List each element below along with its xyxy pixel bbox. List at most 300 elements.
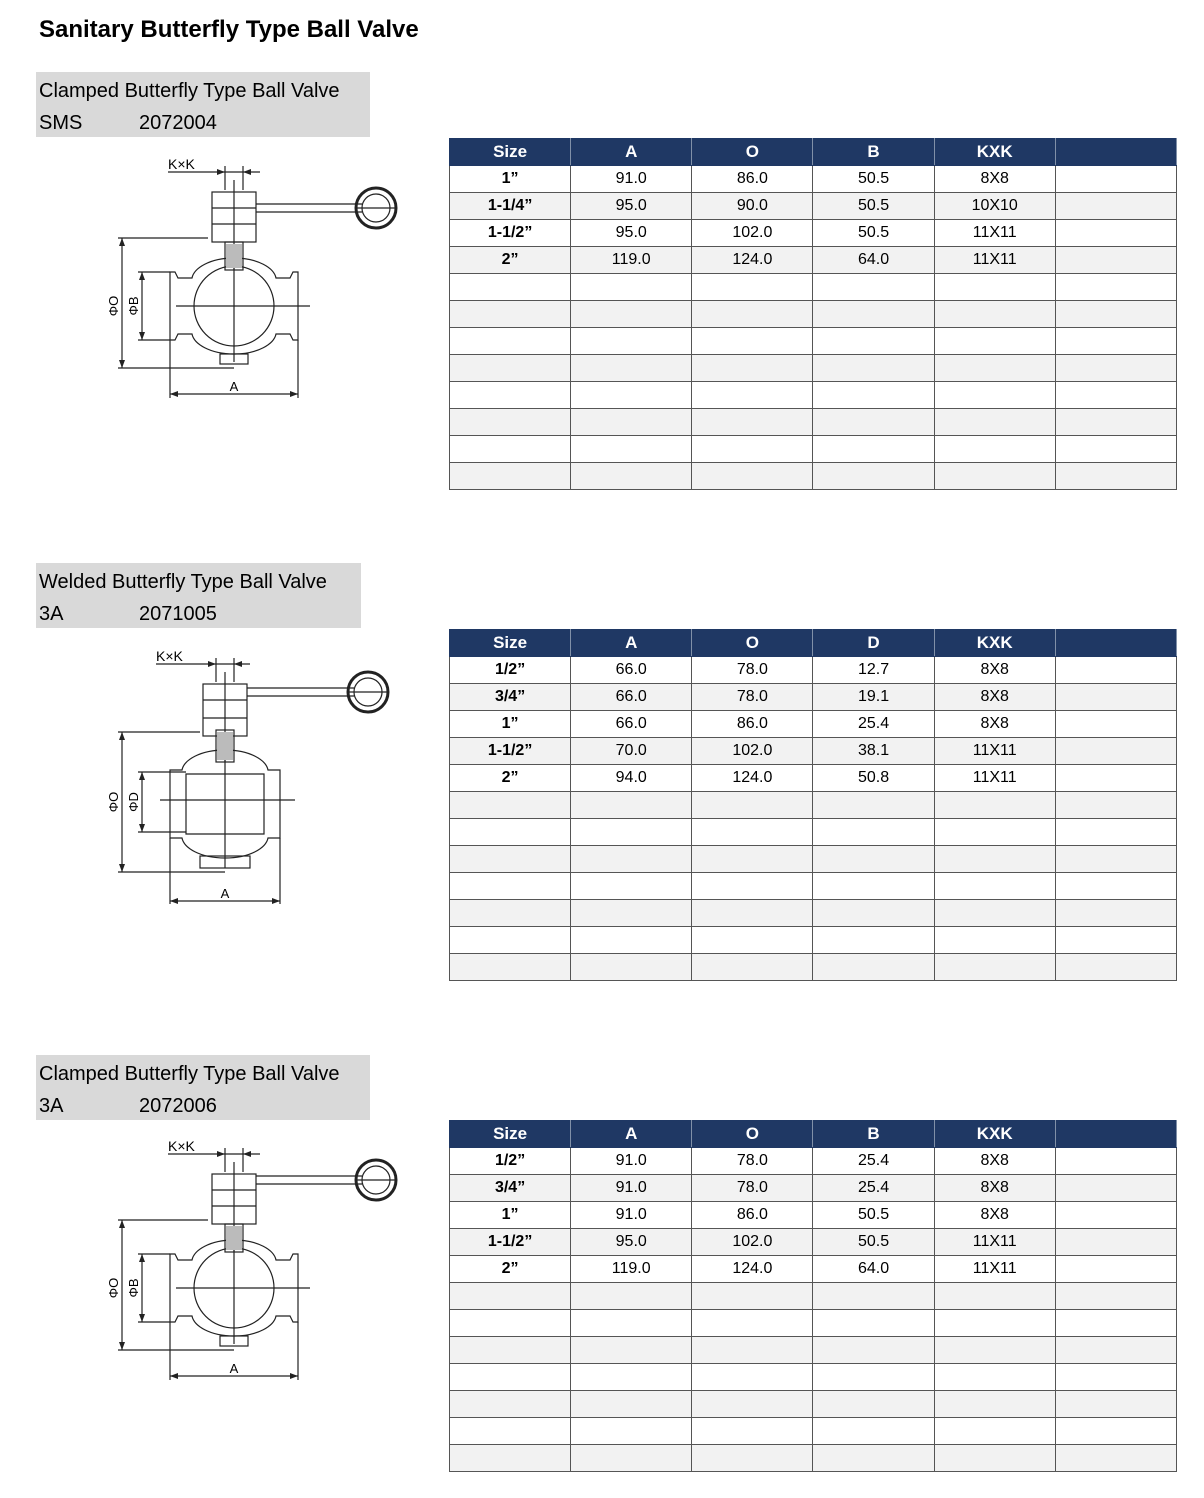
table-cell bbox=[934, 1337, 1055, 1364]
table-header bbox=[1055, 139, 1176, 166]
table-cell bbox=[934, 436, 1055, 463]
table-cell bbox=[813, 1337, 934, 1364]
table-cell bbox=[934, 927, 1055, 954]
table-cell: 91.0 bbox=[571, 1148, 692, 1175]
table-cell: 38.1 bbox=[813, 738, 934, 765]
table-cell bbox=[692, 1445, 813, 1472]
table-cell: 8X8 bbox=[934, 684, 1055, 711]
table-cell: 78.0 bbox=[692, 1148, 813, 1175]
table-cell: 95.0 bbox=[571, 220, 692, 247]
table-cell: 25.4 bbox=[813, 1175, 934, 1202]
table-cell: 78.0 bbox=[692, 1175, 813, 1202]
table-cell bbox=[571, 274, 692, 301]
section-3-standard: 3A bbox=[39, 1095, 64, 1117]
table-cell bbox=[692, 1391, 813, 1418]
table-cell bbox=[1055, 954, 1176, 981]
phi-b-label: ΦB bbox=[126, 1278, 141, 1298]
stem-hatch bbox=[226, 1226, 242, 1250]
table-cell: 64.0 bbox=[813, 247, 934, 274]
table-cell bbox=[692, 1364, 813, 1391]
size-cell bbox=[450, 954, 571, 981]
table-row bbox=[450, 274, 1177, 301]
page-title: Sanitary Butterfly Type Ball Valve bbox=[39, 16, 419, 43]
phi-o-label: ΦO bbox=[106, 1277, 121, 1299]
table-cell bbox=[813, 873, 934, 900]
size-cell bbox=[450, 1391, 571, 1418]
table-cell bbox=[1055, 792, 1176, 819]
table-row bbox=[450, 1337, 1177, 1364]
size-cell bbox=[450, 463, 571, 490]
table-cell bbox=[1055, 711, 1176, 738]
table-cell: 11X11 bbox=[934, 1256, 1055, 1283]
table-cell bbox=[1055, 274, 1176, 301]
table-header: D bbox=[813, 630, 934, 657]
table-cell bbox=[1055, 657, 1176, 684]
table-cell bbox=[1055, 328, 1176, 355]
table-cell bbox=[571, 792, 692, 819]
table-cell bbox=[1055, 1337, 1176, 1364]
size-cell bbox=[450, 1418, 571, 1445]
size-cell bbox=[450, 819, 571, 846]
size-cell: 1-1/2” bbox=[450, 1229, 571, 1256]
table-header: A bbox=[571, 630, 692, 657]
table-cell bbox=[692, 900, 813, 927]
table-header: Size bbox=[450, 630, 571, 657]
table-cell: 11X11 bbox=[934, 1229, 1055, 1256]
section-2-code: 2071005 bbox=[139, 603, 217, 625]
table-row bbox=[450, 1445, 1177, 1472]
table-row bbox=[450, 927, 1177, 954]
table-cell: 50.5 bbox=[813, 220, 934, 247]
table-cell bbox=[934, 328, 1055, 355]
table-cell bbox=[692, 1283, 813, 1310]
table-cell bbox=[813, 274, 934, 301]
section-1-valve-drawing bbox=[100, 150, 410, 405]
table-cell bbox=[1055, 1283, 1176, 1310]
table-cell: 102.0 bbox=[692, 1229, 813, 1256]
table-cell bbox=[692, 301, 813, 328]
size-cell bbox=[450, 328, 571, 355]
table-cell bbox=[813, 1418, 934, 1445]
table-header bbox=[1055, 630, 1176, 657]
table-cell: 50.5 bbox=[813, 1229, 934, 1256]
table-row bbox=[450, 900, 1177, 927]
table-row bbox=[450, 1283, 1177, 1310]
table-row bbox=[450, 819, 1177, 846]
phi-o-label: ΦO bbox=[106, 295, 121, 317]
table-cell bbox=[1055, 1175, 1176, 1202]
size-cell: 1/2” bbox=[450, 657, 571, 684]
table-cell bbox=[692, 1310, 813, 1337]
table-row bbox=[450, 846, 1177, 873]
table-cell bbox=[692, 819, 813, 846]
section-2-title: Welded Butterfly Type Ball Valve bbox=[39, 571, 327, 593]
table-cell bbox=[813, 900, 934, 927]
table-cell: 86.0 bbox=[692, 711, 813, 738]
section-2-label bbox=[36, 563, 361, 628]
table-cell: 25.4 bbox=[813, 1148, 934, 1175]
table-header: O bbox=[692, 630, 813, 657]
table-row bbox=[450, 765, 1177, 792]
table-cell bbox=[813, 436, 934, 463]
table-row bbox=[450, 247, 1177, 274]
section-3-title: Clamped Butterfly Type Ball Valve bbox=[39, 1063, 340, 1085]
table-cell bbox=[1055, 301, 1176, 328]
size-cell bbox=[450, 1364, 571, 1391]
table-row bbox=[450, 355, 1177, 382]
table-cell: 119.0 bbox=[571, 1256, 692, 1283]
table-row bbox=[450, 1310, 1177, 1337]
table-cell bbox=[1055, 846, 1176, 873]
size-cell: 2” bbox=[450, 1256, 571, 1283]
size-cell: 1-1/4” bbox=[450, 193, 571, 220]
size-cell: 1-1/2” bbox=[450, 220, 571, 247]
table-cell bbox=[571, 1391, 692, 1418]
size-cell: 1-1/2” bbox=[450, 738, 571, 765]
table-cell bbox=[813, 463, 934, 490]
table-cell bbox=[571, 873, 692, 900]
table-cell: 102.0 bbox=[692, 738, 813, 765]
table-cell bbox=[571, 463, 692, 490]
size-cell bbox=[450, 792, 571, 819]
table-cell bbox=[1055, 1310, 1176, 1337]
table-cell: 10X10 bbox=[934, 193, 1055, 220]
table-cell: 95.0 bbox=[571, 1229, 692, 1256]
section-1-table bbox=[449, 138, 1177, 490]
size-cell bbox=[450, 274, 571, 301]
table-cell bbox=[934, 900, 1055, 927]
section-1-standard: SMS bbox=[39, 112, 83, 134]
table-cell: 78.0 bbox=[692, 657, 813, 684]
size-cell bbox=[450, 1310, 571, 1337]
table-cell: 8X8 bbox=[934, 1175, 1055, 1202]
table-cell: 124.0 bbox=[692, 247, 813, 274]
table-cell bbox=[934, 1418, 1055, 1445]
table-row bbox=[450, 436, 1177, 463]
table-cell bbox=[934, 463, 1055, 490]
table-cell bbox=[934, 1310, 1055, 1337]
table-cell: 50.5 bbox=[813, 193, 934, 220]
size-cell: 2” bbox=[450, 247, 571, 274]
section-3-valve-drawing bbox=[100, 1132, 410, 1387]
section-1-label bbox=[36, 72, 370, 137]
section-2-table bbox=[449, 629, 1177, 981]
table-cell bbox=[1055, 1148, 1176, 1175]
size-cell bbox=[450, 900, 571, 927]
table-cell: 12.7 bbox=[813, 657, 934, 684]
table-cell bbox=[813, 1445, 934, 1472]
table-cell bbox=[571, 819, 692, 846]
table-row bbox=[450, 738, 1177, 765]
table-cell: 11X11 bbox=[934, 220, 1055, 247]
table-cell bbox=[813, 792, 934, 819]
size-cell bbox=[450, 1445, 571, 1472]
table-cell bbox=[1055, 193, 1176, 220]
table-cell: 66.0 bbox=[571, 684, 692, 711]
table-cell bbox=[1055, 220, 1176, 247]
table-cell: 91.0 bbox=[571, 1175, 692, 1202]
table-cell bbox=[1055, 247, 1176, 274]
table-cell: 50.5 bbox=[813, 1202, 934, 1229]
table-cell bbox=[692, 382, 813, 409]
table-header: B bbox=[813, 1121, 934, 1148]
table-header: O bbox=[692, 1121, 813, 1148]
table-cell bbox=[1055, 463, 1176, 490]
table-cell bbox=[571, 328, 692, 355]
table-cell: 50.5 bbox=[813, 166, 934, 193]
table-cell bbox=[1055, 409, 1176, 436]
table-cell bbox=[934, 301, 1055, 328]
table-row bbox=[450, 193, 1177, 220]
stem-hatch bbox=[226, 244, 242, 268]
section-3-table bbox=[449, 1120, 1177, 1472]
table-cell bbox=[571, 1364, 692, 1391]
table-cell bbox=[934, 355, 1055, 382]
table-cell bbox=[692, 409, 813, 436]
table-cell: 90.0 bbox=[692, 193, 813, 220]
size-cell bbox=[450, 846, 571, 873]
size-cell bbox=[450, 301, 571, 328]
size-cell bbox=[450, 927, 571, 954]
table-row bbox=[450, 1364, 1177, 1391]
table-cell bbox=[1055, 927, 1176, 954]
table-cell: 8X8 bbox=[934, 657, 1055, 684]
table-cell bbox=[934, 873, 1055, 900]
table-cell bbox=[571, 1310, 692, 1337]
table-cell bbox=[934, 846, 1055, 873]
table-cell: 102.0 bbox=[692, 220, 813, 247]
table-cell bbox=[1055, 1364, 1176, 1391]
table-cell: 124.0 bbox=[692, 765, 813, 792]
table-cell bbox=[692, 328, 813, 355]
table-cell: 119.0 bbox=[571, 247, 692, 274]
table-cell bbox=[1055, 1418, 1176, 1445]
table-cell bbox=[813, 1364, 934, 1391]
table-row bbox=[450, 657, 1177, 684]
table-row bbox=[450, 463, 1177, 490]
table-cell bbox=[1055, 436, 1176, 463]
table-cell: 66.0 bbox=[571, 711, 692, 738]
table-cell: 8X8 bbox=[934, 711, 1055, 738]
table-cell bbox=[813, 409, 934, 436]
table-header: Size bbox=[450, 139, 571, 166]
section-1-title: Clamped Butterfly Type Ball Valve bbox=[39, 80, 340, 102]
table-cell bbox=[934, 1445, 1055, 1472]
size-cell bbox=[450, 873, 571, 900]
table-cell bbox=[571, 1418, 692, 1445]
table-row bbox=[450, 954, 1177, 981]
table-cell: 19.1 bbox=[813, 684, 934, 711]
table-row bbox=[450, 409, 1177, 436]
table-cell bbox=[1055, 765, 1176, 792]
table-cell: 11X11 bbox=[934, 247, 1055, 274]
table-row bbox=[450, 166, 1177, 193]
table-cell bbox=[692, 792, 813, 819]
table-cell bbox=[1055, 900, 1176, 927]
phi-d-label: ΦD bbox=[126, 792, 141, 812]
table-cell bbox=[1055, 873, 1176, 900]
phi-o-label: ΦO bbox=[106, 791, 121, 813]
table-header: Size bbox=[450, 1121, 571, 1148]
table-row bbox=[450, 301, 1177, 328]
table-cell bbox=[692, 1337, 813, 1364]
table-cell bbox=[692, 1418, 813, 1445]
table-row bbox=[450, 1175, 1177, 1202]
table-cell bbox=[571, 1283, 692, 1310]
stem-hatch bbox=[217, 732, 233, 760]
table-cell bbox=[813, 1283, 934, 1310]
table-row bbox=[450, 1391, 1177, 1418]
table-cell bbox=[571, 409, 692, 436]
table-header: A bbox=[571, 1121, 692, 1148]
table-cell bbox=[692, 846, 813, 873]
table-cell bbox=[934, 1283, 1055, 1310]
table-cell bbox=[813, 328, 934, 355]
table-cell: 78.0 bbox=[692, 684, 813, 711]
table-cell bbox=[1055, 1202, 1176, 1229]
table-cell bbox=[1055, 1391, 1176, 1418]
table-row bbox=[450, 711, 1177, 738]
table-cell bbox=[571, 846, 692, 873]
table-cell bbox=[934, 1364, 1055, 1391]
table-cell bbox=[813, 819, 934, 846]
size-cell bbox=[450, 382, 571, 409]
kxk-label: K×K bbox=[168, 156, 195, 172]
a-label: A bbox=[229, 379, 239, 394]
table-cell bbox=[934, 819, 1055, 846]
table-cell bbox=[813, 301, 934, 328]
table-cell: 25.4 bbox=[813, 711, 934, 738]
table-cell bbox=[571, 954, 692, 981]
size-cell bbox=[450, 436, 571, 463]
table-row bbox=[450, 1256, 1177, 1283]
table-header: KXK bbox=[934, 139, 1055, 166]
table-cell bbox=[571, 355, 692, 382]
table-cell bbox=[1055, 684, 1176, 711]
table-cell: 64.0 bbox=[813, 1256, 934, 1283]
table-header: KXK bbox=[934, 630, 1055, 657]
kxk-label: K×K bbox=[168, 1138, 195, 1154]
table-header: A bbox=[571, 139, 692, 166]
table-row bbox=[450, 220, 1177, 247]
table-cell bbox=[934, 409, 1055, 436]
table-cell bbox=[1055, 1229, 1176, 1256]
table-cell bbox=[934, 792, 1055, 819]
table-cell: 94.0 bbox=[571, 765, 692, 792]
size-cell bbox=[450, 1337, 571, 1364]
table-cell bbox=[692, 927, 813, 954]
table-row bbox=[450, 792, 1177, 819]
size-cell: 3/4” bbox=[450, 684, 571, 711]
table-cell bbox=[1055, 1256, 1176, 1283]
size-cell: 2” bbox=[450, 765, 571, 792]
table-cell bbox=[571, 927, 692, 954]
table-cell bbox=[571, 900, 692, 927]
table-cell bbox=[813, 846, 934, 873]
table-cell bbox=[813, 1391, 934, 1418]
size-cell: 3/4” bbox=[450, 1175, 571, 1202]
kxk-label: K×K bbox=[156, 648, 183, 664]
table-cell: 95.0 bbox=[571, 193, 692, 220]
table-cell bbox=[692, 274, 813, 301]
section-3-label bbox=[36, 1055, 370, 1120]
table-row bbox=[450, 1148, 1177, 1175]
table-cell bbox=[571, 1445, 692, 1472]
table-cell bbox=[571, 436, 692, 463]
table-header: B bbox=[813, 139, 934, 166]
table-row bbox=[450, 328, 1177, 355]
table-cell bbox=[1055, 166, 1176, 193]
size-cell bbox=[450, 409, 571, 436]
size-cell: 1/2” bbox=[450, 1148, 571, 1175]
table-row bbox=[450, 1418, 1177, 1445]
table-cell: 11X11 bbox=[934, 738, 1055, 765]
table-cell bbox=[813, 954, 934, 981]
size-cell bbox=[450, 1283, 571, 1310]
table-row bbox=[450, 1202, 1177, 1229]
size-cell: 1” bbox=[450, 166, 571, 193]
table-cell: 91.0 bbox=[571, 1202, 692, 1229]
a-label: A bbox=[220, 886, 230, 901]
table-cell bbox=[571, 1337, 692, 1364]
table-cell bbox=[934, 382, 1055, 409]
table-cell bbox=[1055, 819, 1176, 846]
table-cell bbox=[813, 355, 934, 382]
table-cell bbox=[1055, 382, 1176, 409]
table-row bbox=[450, 684, 1177, 711]
table-cell: 91.0 bbox=[571, 166, 692, 193]
size-cell bbox=[450, 355, 571, 382]
table-cell bbox=[813, 1310, 934, 1337]
table-cell: 8X8 bbox=[934, 166, 1055, 193]
table-cell: 124.0 bbox=[692, 1256, 813, 1283]
table-row bbox=[450, 1229, 1177, 1256]
table-cell: 70.0 bbox=[571, 738, 692, 765]
table-header: KXK bbox=[934, 1121, 1055, 1148]
table-cell bbox=[1055, 1445, 1176, 1472]
a-label: A bbox=[229, 1361, 239, 1376]
table-header bbox=[1055, 1121, 1176, 1148]
table-cell bbox=[692, 355, 813, 382]
table-cell: 50.8 bbox=[813, 765, 934, 792]
table-cell bbox=[934, 274, 1055, 301]
section-3-code: 2072006 bbox=[139, 1095, 217, 1117]
table-cell: 66.0 bbox=[571, 657, 692, 684]
table-cell: 11X11 bbox=[934, 765, 1055, 792]
table-cell bbox=[571, 382, 692, 409]
table-cell bbox=[934, 954, 1055, 981]
section-1-code: 2072004 bbox=[139, 112, 217, 134]
table-cell: 86.0 bbox=[692, 166, 813, 193]
table-cell bbox=[813, 382, 934, 409]
section-2-valve-drawing bbox=[100, 640, 410, 905]
table-cell bbox=[692, 873, 813, 900]
table-cell bbox=[692, 463, 813, 490]
table-cell: 8X8 bbox=[934, 1148, 1055, 1175]
table-cell: 86.0 bbox=[692, 1202, 813, 1229]
table-cell bbox=[571, 301, 692, 328]
section-2-standard: 3A bbox=[39, 603, 64, 625]
table-cell bbox=[1055, 738, 1176, 765]
size-cell: 1” bbox=[450, 1202, 571, 1229]
table-cell: 8X8 bbox=[934, 1202, 1055, 1229]
table-cell bbox=[692, 954, 813, 981]
table-cell bbox=[934, 1391, 1055, 1418]
size-cell: 1” bbox=[450, 711, 571, 738]
table-cell bbox=[1055, 355, 1176, 382]
table-cell bbox=[692, 436, 813, 463]
table-row bbox=[450, 873, 1177, 900]
